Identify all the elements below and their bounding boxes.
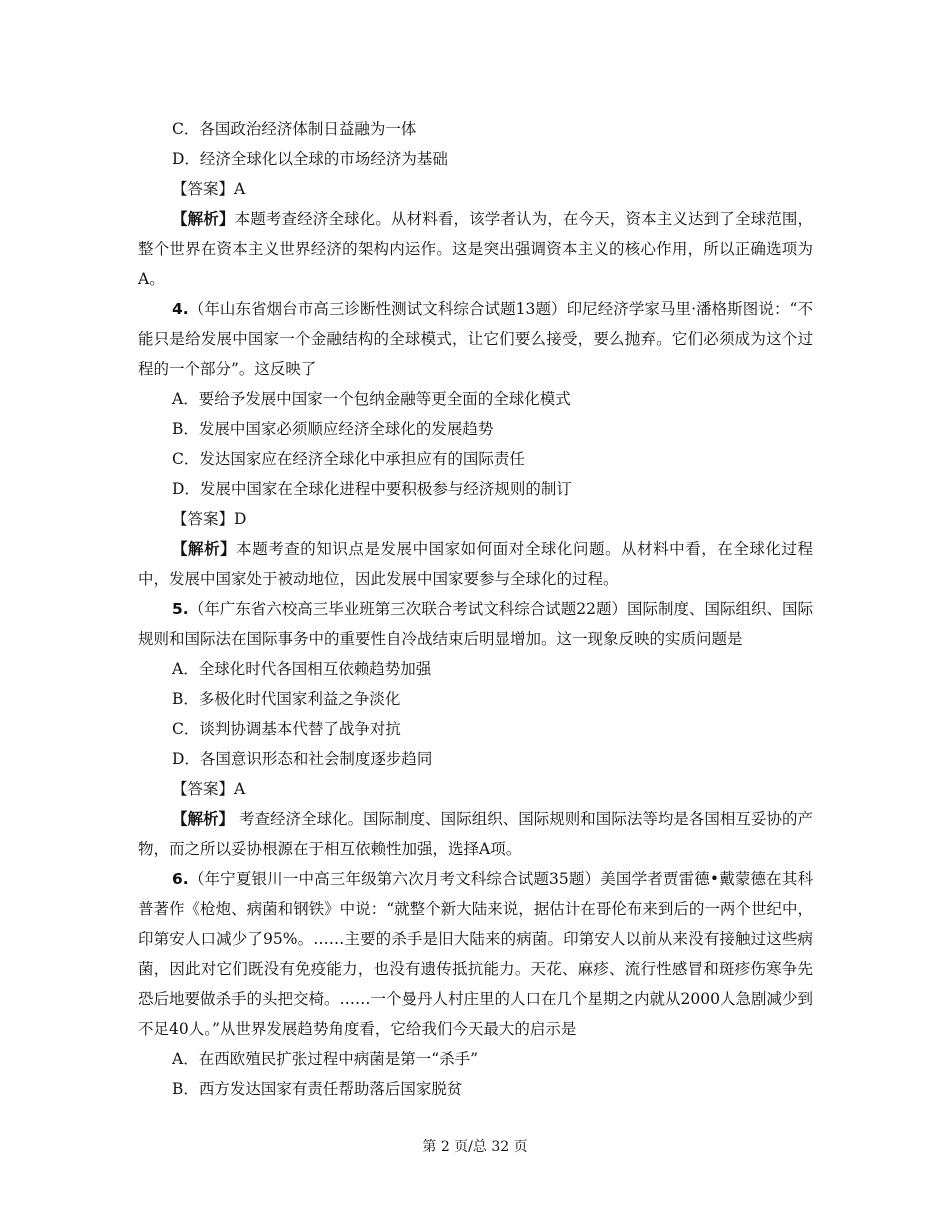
analysis-text: 考查经济全球化。国际制度、国际组织、国际规则和国际法等均是各国相互妥协的产物，而之所以妥协根源在于相互依赖性加强，选择A项。 — [138, 810, 813, 858]
option-d: D．发展中国家在全球化进程中要积极参与经济规则的制订 — [172, 480, 572, 498]
question-4-stem — [138, 294, 813, 384]
question-6-stem — [138, 864, 813, 1044]
answer-tag: 【答案】 — [172, 780, 235, 798]
option-b: B．西方发达国家有责任帮助落后国家脱贫 — [172, 1080, 463, 1098]
question-5-stem — [138, 594, 813, 654]
option-a: A．在西欧殖民扩张过程中病菌是第一“杀手” — [172, 1050, 479, 1068]
option-a: A．全球化时代各国相互依赖趋势加强 — [172, 660, 432, 678]
question-number: 4. — [172, 300, 189, 318]
option-b: B．发展中国家必须顺应经济全球化的发展趋势 — [172, 420, 494, 438]
question-stem-text: （年广东省六校高三毕业班第三次联合考试文科综合试题22题）国际制度、国际组织、国际规则和国际法在国际事务中的重要性自冷战结束后明显增加。这一现象反映的实质问题是 — [138, 600, 813, 648]
analysis-paragraph — [138, 804, 813, 864]
analysis-text: 本题考查的知识点是发展中国家如何面对全球化问题。从材料中看，在全球化过程中，发展中国家处于被动地位，因此发展中国家要参与全球化的过程。 — [138, 540, 813, 588]
answer-value: A — [234, 780, 246, 798]
option-a: A．要给予发展中国家一个包纳金融等更全面的全球化模式 — [172, 390, 571, 408]
option-d: D．经济全球化以全球的市场经济为基础 — [172, 150, 448, 168]
answer-line — [138, 504, 813, 534]
option-c: C．谈判协调基本代替了战争对抗 — [172, 720, 401, 738]
answer-value: A — [234, 180, 246, 198]
question-stem-text: （年宁夏银川一中高三年级第六次月考文科综合试题35题）美国学者贾雷德•戴蒙德在其科普著作《枪炮、病菌和钢铁》中说：“就整个新大陆来说，据估计在哥伦布来到后的一两个世纪中，印第安人口减少了95%。……主要的杀手是旧大陆来的病菌。印第安人以前从来没有接触过这些病菌，因此对它们既没有免疫能力，也没有遗传抵抗能力。天花、麻疹、流行性感冒和斑疹伤寒争先恐后地要做杀手的头把交椅。……一个曼丹人村庄里的人口在几个星期之内就从2000人急剧减少到不足40人。”从世界发展趋势角度看，它给我们今天最大的启示是 — [138, 870, 813, 1038]
question-number: 5. — [172, 600, 189, 618]
answer-line — [138, 774, 813, 804]
analysis-tag: 【解析】 — [172, 809, 235, 828]
analysis-text: 本题考查经济全球化。从材料看，该学者认为，在今天，资本主义达到了全球范围，整个世界在资本主义世界经济的架构内运作。这是突出强调资本主义的核心作用，所以正确选项为A。 — [138, 210, 813, 288]
answer-tag: 【答案】 — [172, 510, 235, 528]
answer-line — [138, 174, 813, 204]
analysis-paragraph — [138, 534, 813, 594]
question-stem-text: （年山东省烟台市高三诊断性测试文科综合试题13题）印尼经济学家马里·潘格斯图说：“不能只是给发展中国家一个金融结构的全球模式，让它们要么接受，要么抛弃。它们必须成为这个过程的一个部分”。这反映了 — [138, 300, 813, 378]
analysis-tag: 【解析】 — [172, 539, 237, 558]
option-d: D．各国意识形态和社会制度逐步趋同 — [172, 750, 433, 768]
analysis-paragraph — [138, 204, 813, 294]
question-number: 6. — [172, 870, 189, 888]
page-content — [138, 114, 813, 1104]
page-footer: 第 2 页/总 32 页 — [422, 1139, 528, 1155]
answer-value: D — [234, 510, 247, 528]
option-c: C．发达国家应在经济全球化中承担应有的国际责任 — [172, 450, 525, 468]
answer-tag: 【答案】 — [172, 180, 235, 198]
option-c: C．各国政治经济体制日益融为一体 — [172, 120, 417, 138]
analysis-tag: 【解析】 — [172, 209, 235, 228]
option-b: B．多极化时代国家利益之争淡化 — [172, 690, 401, 708]
